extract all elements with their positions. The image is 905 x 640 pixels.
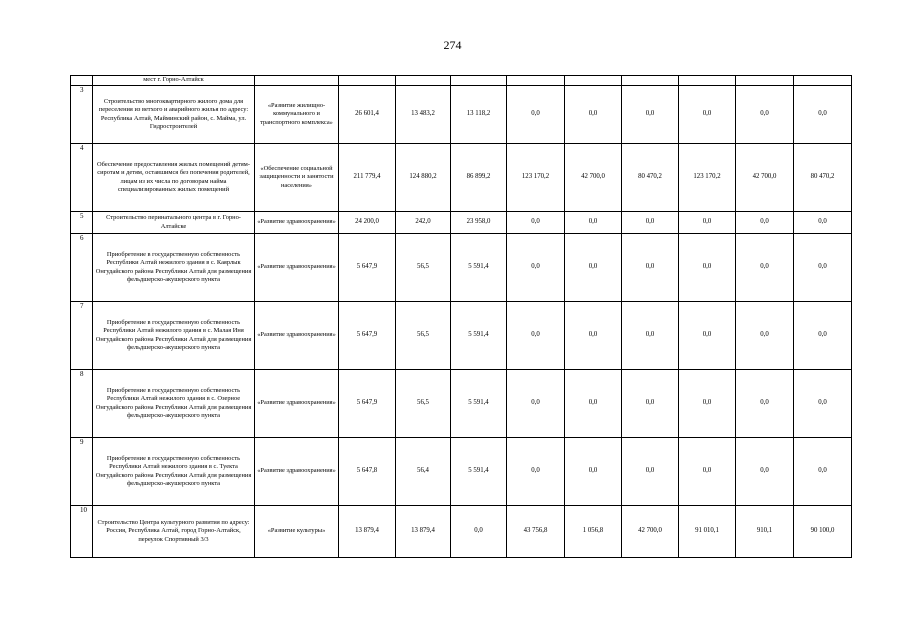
value-cell: 0,0 bbox=[622, 370, 679, 438]
program-cell: «Развитие здравоохранения» bbox=[255, 370, 339, 438]
table-row bbox=[71, 86, 852, 144]
value-cell: 91 010,1 bbox=[679, 506, 736, 558]
budget-table bbox=[70, 75, 852, 558]
value-cell: 80 470,2 bbox=[794, 144, 852, 212]
value-cell: 0,0 bbox=[736, 302, 794, 370]
value-cell: 5 647,9 bbox=[339, 302, 396, 370]
program-cell: «Развитие здравоохранения» bbox=[255, 438, 339, 506]
table-row bbox=[71, 302, 852, 370]
value-cell: 86 899,2 bbox=[451, 144, 507, 212]
program-cell bbox=[255, 76, 339, 86]
value-cell bbox=[622, 76, 679, 86]
value-cell: 0,0 bbox=[794, 302, 852, 370]
program-cell: «Обеспечение социальной защищенности и занятости населения» bbox=[255, 144, 339, 212]
row-number-cell: 7 bbox=[71, 302, 93, 370]
value-cell: 0,0 bbox=[507, 86, 565, 144]
value-cell: 0,0 bbox=[622, 234, 679, 302]
value-cell: 0,0 bbox=[736, 212, 794, 234]
table-row bbox=[71, 212, 852, 234]
value-cell: 0,0 bbox=[679, 438, 736, 506]
value-cell: 0,0 bbox=[507, 302, 565, 370]
row-number-cell: 10 bbox=[71, 506, 93, 558]
program-cell: «Развитие жилищно-коммунального и транспортного комплекса» bbox=[255, 86, 339, 144]
value-cell: 56,5 bbox=[396, 302, 451, 370]
value-cell: 13 483,2 bbox=[396, 86, 451, 144]
value-cell: 0,0 bbox=[622, 86, 679, 144]
table-row bbox=[71, 76, 852, 86]
value-cell bbox=[679, 76, 736, 86]
row-number-cell: 3 bbox=[71, 86, 93, 144]
value-cell: 0,0 bbox=[565, 438, 622, 506]
value-cell: 5 591,4 bbox=[451, 438, 507, 506]
table-row bbox=[71, 144, 852, 212]
value-cell: 90 100,0 bbox=[794, 506, 852, 558]
value-cell: 0,0 bbox=[679, 86, 736, 144]
program-cell: «Развитие культуры» bbox=[255, 506, 339, 558]
value-cell: 0,0 bbox=[565, 86, 622, 144]
value-cell: 0,0 bbox=[794, 212, 852, 234]
table-row bbox=[71, 438, 852, 506]
value-cell: 0,0 bbox=[565, 302, 622, 370]
object-name-cell: Строительство многоквартирного жилого дома для переселения из ветхого и аварийного жилья по адресу: Республика Алтай, Майминский район, с. Майма, ул. Гидростроителей bbox=[93, 86, 255, 144]
value-cell: 0,0 bbox=[565, 212, 622, 234]
program-cell: «Развитие здравоохранения» bbox=[255, 234, 339, 302]
row-number-cell: 5 bbox=[71, 212, 93, 234]
value-cell: 5 591,4 bbox=[451, 234, 507, 302]
row-number-cell bbox=[71, 76, 93, 86]
value-cell: 0,0 bbox=[736, 234, 794, 302]
object-name-cell: Приобретение в государственную собственность Республики Алтай нежилого здания в с. Озерное Онгудайского района Республики Алтай для размещения фельдшерско-акушерского пункта bbox=[93, 370, 255, 438]
value-cell: 0,0 bbox=[794, 234, 852, 302]
value-cell: 0,0 bbox=[565, 370, 622, 438]
value-cell: 124 880,2 bbox=[396, 144, 451, 212]
value-cell: 123 170,2 bbox=[507, 144, 565, 212]
value-cell bbox=[736, 76, 794, 86]
program-cell: «Развитие здравоохранения» bbox=[255, 212, 339, 234]
value-cell: 13 879,4 bbox=[396, 506, 451, 558]
object-name-cell: Приобретение в государственную собственность Республики Алтай нежилого здания в с. Туекта Онгудайского района Республики Алтай для размещения фельдшерско-акушерского пункта bbox=[93, 438, 255, 506]
value-cell: 0,0 bbox=[622, 438, 679, 506]
value-cell: 0,0 bbox=[736, 370, 794, 438]
object-name-cell: Приобретение в государственную собственность Республики Алтай нежилого здания в с. Малая Иня Онгудайского района Республики Алтай для размещения фельдшерско-акушерского пункта bbox=[93, 302, 255, 370]
value-cell: 0,0 bbox=[507, 234, 565, 302]
value-cell: 42 700,0 bbox=[736, 144, 794, 212]
row-number-cell: 4 bbox=[71, 144, 93, 212]
value-cell: 0,0 bbox=[794, 86, 852, 144]
value-cell: 13 118,2 bbox=[451, 86, 507, 144]
object-name-cell: Обеспечение предоставления жилых помещений детям-сиротам и детям, оставшимся без попечения родителей, лицам из их числа по договорам найма специализированных жилых помещений bbox=[93, 144, 255, 212]
value-cell bbox=[396, 76, 451, 86]
value-cell: 23 958,0 bbox=[451, 212, 507, 234]
value-cell: 1 056,8 bbox=[565, 506, 622, 558]
value-cell: 0,0 bbox=[679, 302, 736, 370]
value-cell: 0,0 bbox=[679, 370, 736, 438]
value-cell: 0,0 bbox=[622, 212, 679, 234]
value-cell bbox=[794, 76, 852, 86]
value-cell bbox=[451, 76, 507, 86]
table-row bbox=[71, 234, 852, 302]
value-cell: 26 601,4 bbox=[339, 86, 396, 144]
row-number-cell: 9 bbox=[71, 438, 93, 506]
value-cell: 0,0 bbox=[507, 370, 565, 438]
value-cell: 0,0 bbox=[507, 438, 565, 506]
program-cell: «Развитие здравоохранения» bbox=[255, 302, 339, 370]
row-number-cell: 8 bbox=[71, 370, 93, 438]
value-cell: 42 700,0 bbox=[622, 506, 679, 558]
value-cell: 5 591,4 bbox=[451, 302, 507, 370]
value-cell: 0,0 bbox=[794, 370, 852, 438]
value-cell: 5 647,9 bbox=[339, 370, 396, 438]
value-cell: 0,0 bbox=[451, 506, 507, 558]
value-cell: 56,4 bbox=[396, 438, 451, 506]
value-cell: 13 879,4 bbox=[339, 506, 396, 558]
value-cell: 0,0 bbox=[736, 438, 794, 506]
value-cell: 5 647,9 bbox=[339, 234, 396, 302]
value-cell: 0,0 bbox=[736, 86, 794, 144]
value-cell: 123 170,2 bbox=[679, 144, 736, 212]
value-cell: 43 756,8 bbox=[507, 506, 565, 558]
object-name-cell: Строительство перинатального центра в г. Горно-Алтайске bbox=[93, 212, 255, 234]
value-cell: 910,1 bbox=[736, 506, 794, 558]
value-cell: 5 647,8 bbox=[339, 438, 396, 506]
table-row bbox=[71, 370, 852, 438]
value-cell: 0,0 bbox=[507, 212, 565, 234]
value-cell: 211 779,4 bbox=[339, 144, 396, 212]
value-cell: 42 700,0 bbox=[565, 144, 622, 212]
table-row bbox=[71, 506, 852, 558]
object-name-cell: Строительство Центра культурного развития по адресу: Россия, Республика Алтай, город Горно-Алтайск, переулок Спортивный 3/3 bbox=[93, 506, 255, 558]
value-cell: 24 200,0 bbox=[339, 212, 396, 234]
value-cell: 0,0 bbox=[622, 302, 679, 370]
value-cell: 80 470,2 bbox=[622, 144, 679, 212]
value-cell bbox=[507, 76, 565, 86]
value-cell: 56,5 bbox=[396, 370, 451, 438]
value-cell: 0,0 bbox=[679, 234, 736, 302]
row-number-cell: 6 bbox=[71, 234, 93, 302]
value-cell: 0,0 bbox=[679, 212, 736, 234]
object-name-cell: Приобретение в государственную собственность Республики Алтай нежилого здания в с. Каярлык Онгудайского района Республики Алтай для размещения фельдшерско-акушерского пункта bbox=[93, 234, 255, 302]
value-cell: 242,0 bbox=[396, 212, 451, 234]
value-cell bbox=[565, 76, 622, 86]
value-cell bbox=[339, 76, 396, 86]
value-cell: 0,0 bbox=[794, 438, 852, 506]
value-cell: 5 591,4 bbox=[451, 370, 507, 438]
object-name-cell: мест г. Горно-Алтайск bbox=[93, 76, 255, 86]
page-number: 274 bbox=[443, 38, 462, 52]
value-cell: 56,5 bbox=[396, 234, 451, 302]
value-cell: 0,0 bbox=[565, 234, 622, 302]
